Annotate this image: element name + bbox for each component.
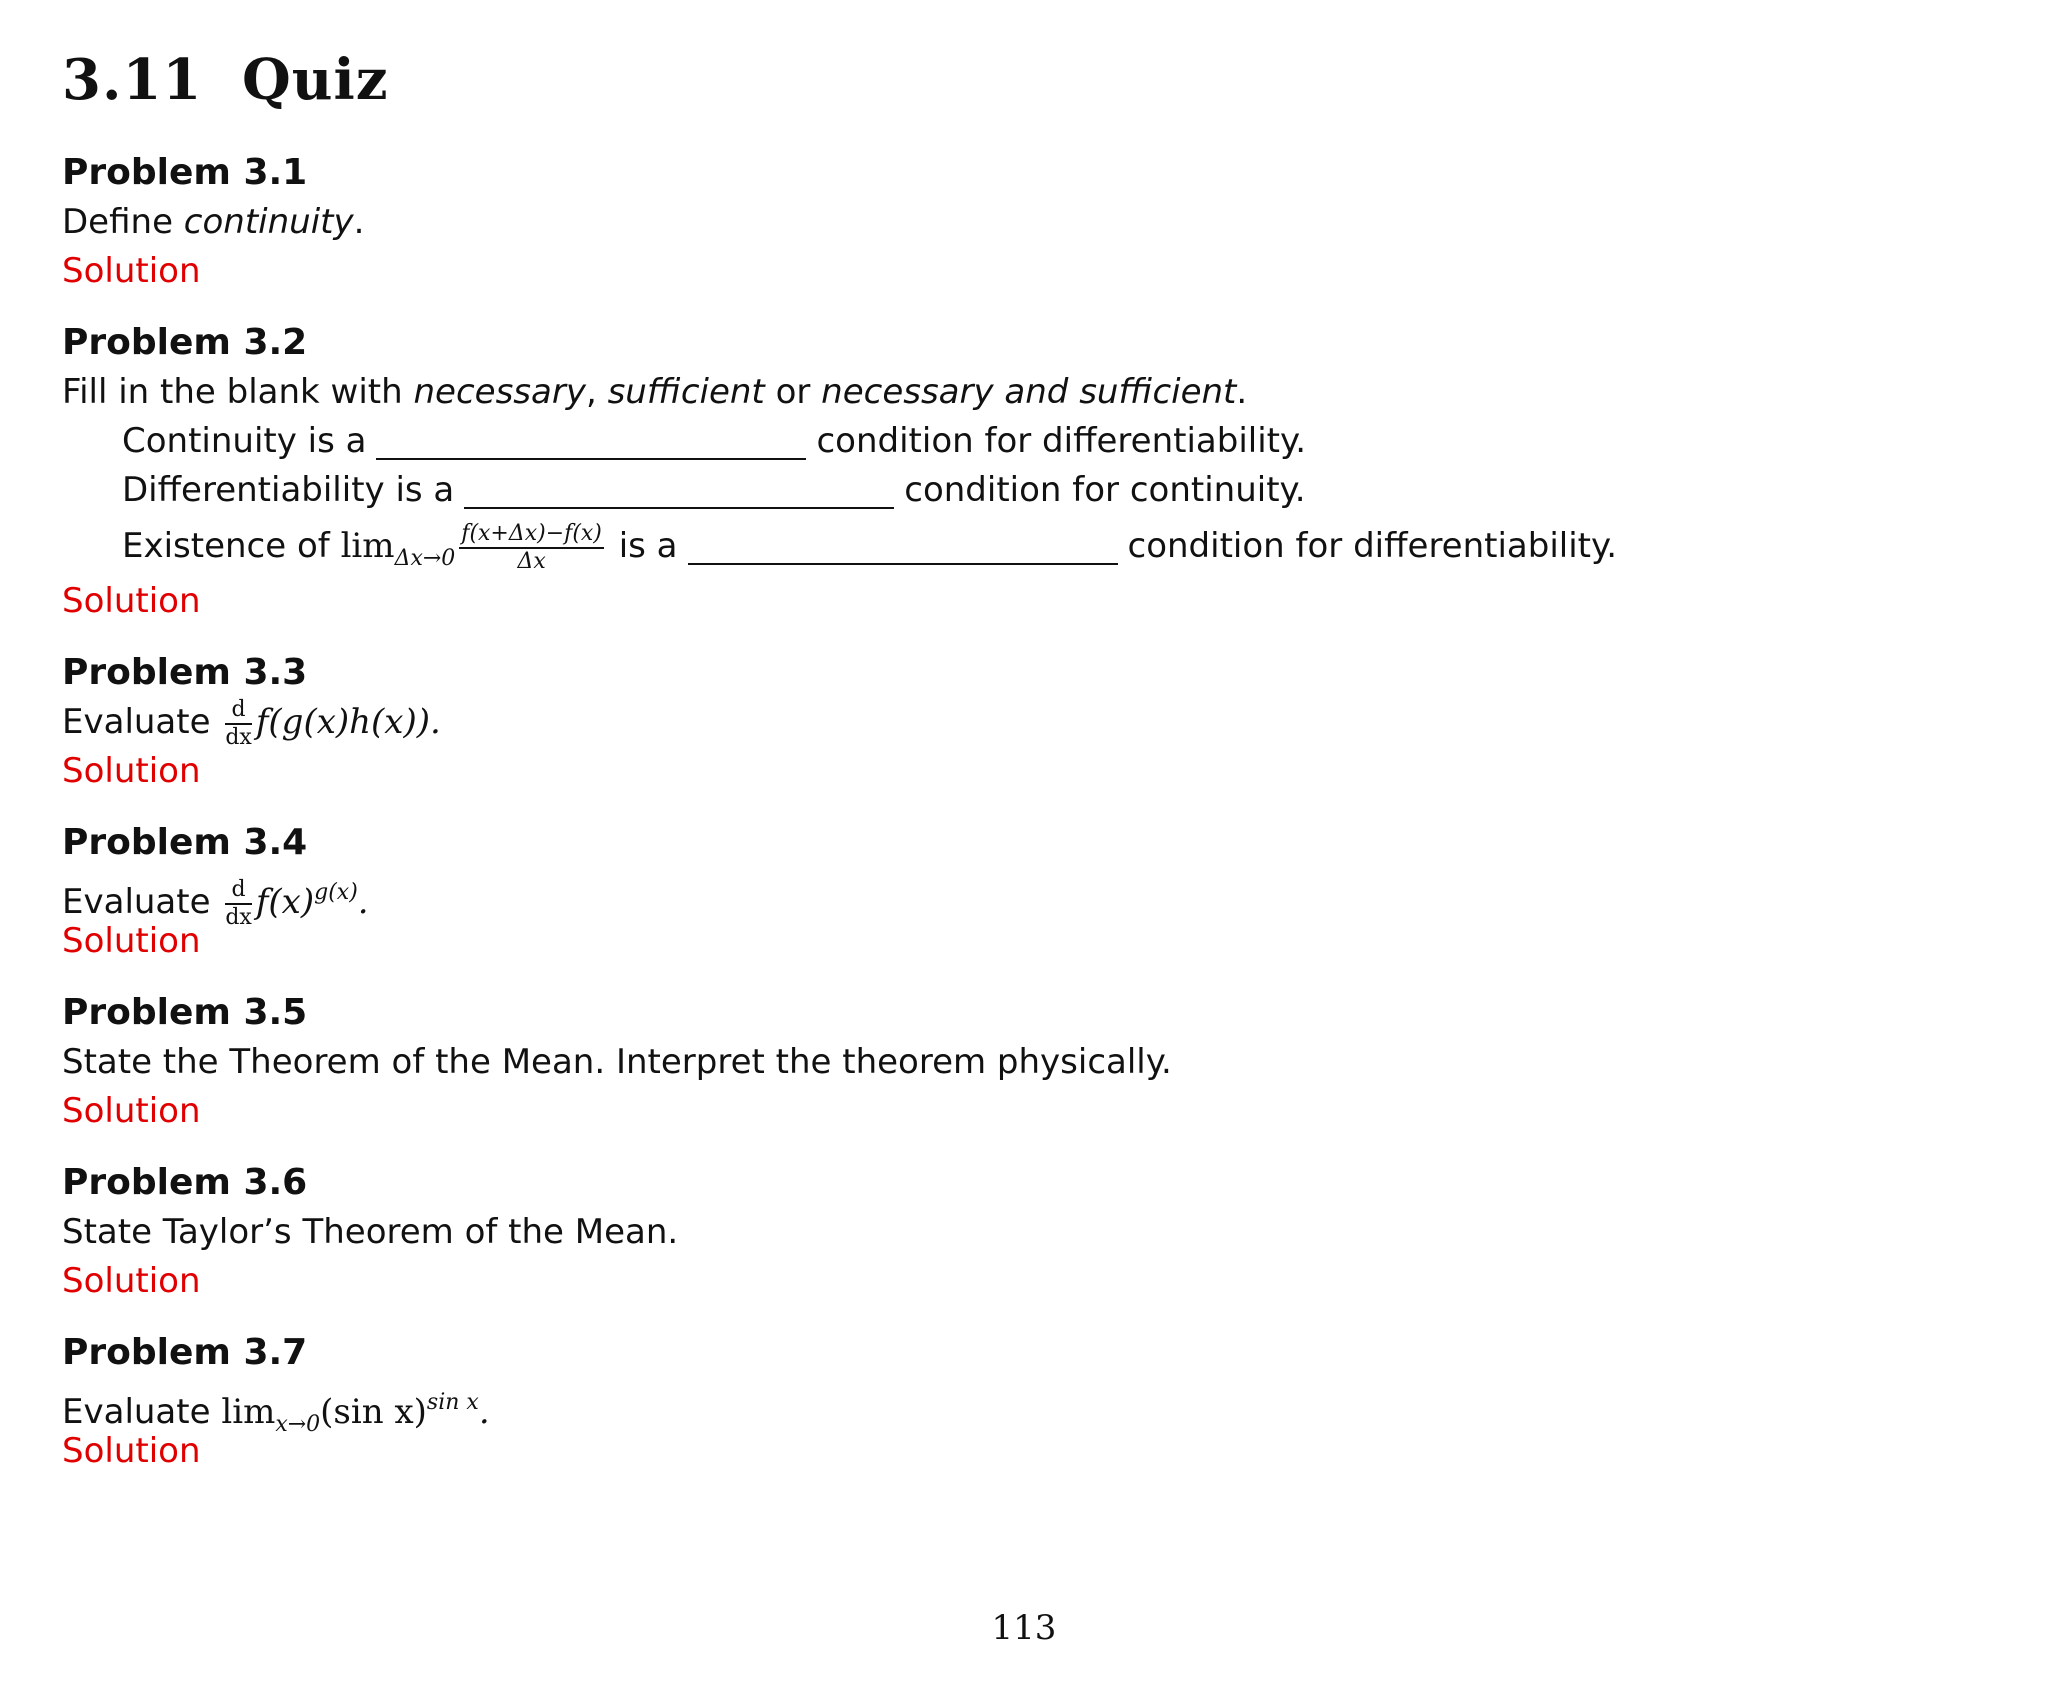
solution-link[interactable]: Solution	[62, 1091, 201, 1131]
section-title	[62, 40, 1962, 120]
section-number: 3.11	[62, 47, 203, 113]
fill-line-limit	[62, 515, 1962, 577]
problem-statement	[62, 868, 1962, 930]
problem-statement	[62, 696, 1962, 750]
fill-line-text: condition for differentiability.	[816, 421, 1307, 461]
math-expression: f(x)	[255, 882, 315, 922]
statement-text: Evaluate	[62, 882, 222, 922]
option-necessary: necessary	[413, 372, 586, 412]
derivative-operator	[225, 696, 252, 750]
option-sufficient: sufficient	[607, 372, 765, 412]
math-exponent: sin x	[426, 1390, 479, 1415]
limit-operator: lim	[221, 1392, 276, 1432]
answer-blank[interactable]	[688, 533, 1118, 565]
problem-3-2	[62, 318, 1962, 626]
math-exponent: g(x)	[314, 880, 358, 905]
statement-text: Define	[62, 202, 184, 242]
fraction-numerator: f(x+Δx)−f(x)	[459, 523, 604, 549]
fraction-numerator: d	[225, 879, 252, 905]
problem-title: Problem 3.3	[62, 652, 308, 693]
page-number: 113	[991, 1608, 1057, 1648]
derivative-operator	[225, 876, 252, 930]
difference-quotient	[459, 520, 604, 574]
limit-operator: lim	[340, 526, 395, 566]
statement-period: .	[353, 202, 365, 242]
solution-link[interactable]: Solution	[62, 751, 201, 791]
section-name: Quiz	[242, 47, 389, 113]
solution-link[interactable]: Solution	[62, 581, 201, 621]
problem-title: Problem 3.6	[62, 1162, 308, 1203]
limit-subscript: x→0	[275, 1412, 321, 1437]
statement-period: .	[478, 1392, 490, 1432]
problem-statement: State Taylor’s Theorem of the Mean.	[62, 1212, 679, 1252]
option-necessary-and-sufficient: necessary and sufficient	[821, 372, 1237, 412]
problem-3-5	[62, 988, 1962, 1136]
fill-line-text: Continuity is a	[122, 421, 367, 461]
solution-link[interactable]: Solution	[62, 251, 201, 291]
fill-line-text: condition for differentiability.	[1127, 526, 1618, 566]
statement-text: Evaluate	[62, 1392, 222, 1432]
math-expression: (sin x)	[320, 1392, 427, 1432]
problem-title: Problem 3.1	[62, 152, 308, 193]
solution-link[interactable]: Solution	[62, 1261, 201, 1301]
problem-title: Problem 3.5	[62, 992, 308, 1033]
statement-text: Evaluate	[62, 702, 222, 742]
answer-blank[interactable]	[464, 477, 894, 509]
fill-line-text: condition for continuity.	[904, 470, 1306, 510]
solution-link[interactable]: Solution	[62, 921, 201, 961]
problem-statement: State the Theorem of the Mean. Interpret the theorem physically.	[62, 1042, 1172, 1082]
problem-statement	[62, 368, 1962, 417]
fill-line-text: Existence of	[122, 526, 341, 566]
problem-title: Problem 3.7	[62, 1332, 308, 1373]
statement-period: .	[1236, 372, 1248, 412]
limit-subscript: Δx→0	[394, 546, 456, 571]
fraction-numerator: d	[225, 699, 252, 725]
problem-3-6	[62, 1158, 1962, 1306]
statement-period: .	[357, 882, 369, 922]
quiz-page	[62, 40, 1962, 1476]
answer-blank[interactable]	[376, 428, 806, 460]
fraction-denominator: dx	[225, 904, 252, 930]
fill-line-continuity	[62, 417, 1962, 466]
problem-3-4	[62, 818, 1962, 966]
statement-text: or	[764, 372, 822, 412]
statement-text: Fill in the blank with	[62, 372, 414, 412]
problem-3-1	[62, 148, 1962, 296]
fill-line-text: is a	[607, 526, 678, 566]
math-expression: f(g(x)h(x)).	[255, 702, 441, 742]
problem-title: Problem 3.2	[62, 322, 308, 363]
problem-statement	[62, 198, 1962, 247]
fill-line-text: Differentiability is a	[122, 470, 455, 510]
solution-link[interactable]: Solution	[62, 1431, 201, 1471]
statement-text: ,	[585, 372, 608, 412]
fill-line-differentiability	[62, 466, 1962, 515]
fraction-denominator: Δx	[517, 548, 546, 574]
statement-emphasis: continuity	[183, 202, 354, 242]
problem-3-3	[62, 648, 1962, 796]
problem-3-7	[62, 1328, 1962, 1476]
problem-title: Problem 3.4	[62, 822, 308, 863]
fraction-denominator: dx	[225, 724, 252, 750]
problem-statement	[62, 1378, 1962, 1437]
